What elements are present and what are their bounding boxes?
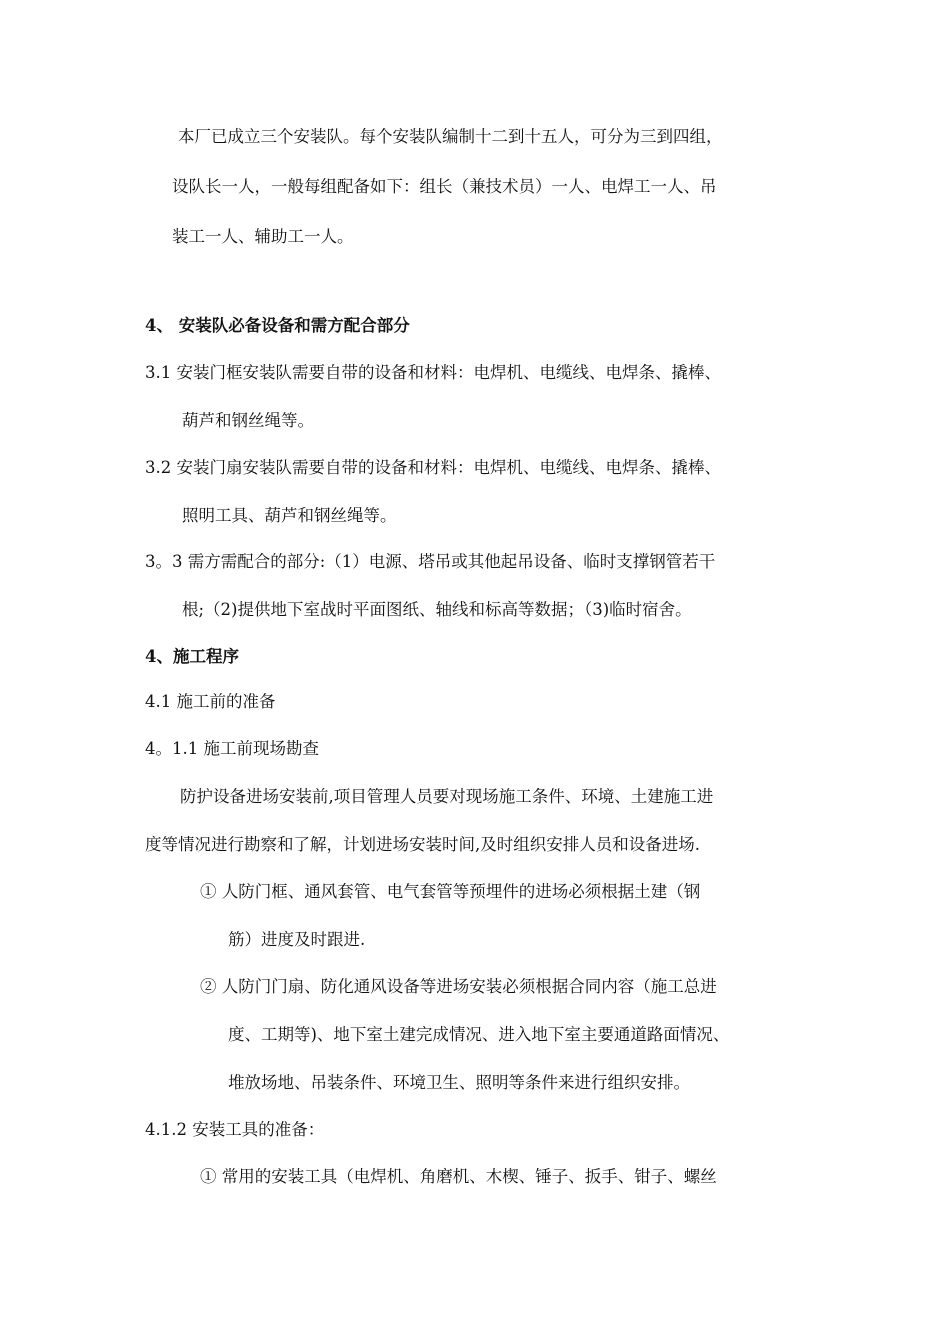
item-3-3-line-2: 根;（2)提供地下室战时平面图纸、轴线和标高等数据；（3)临时宿舍。 bbox=[182, 600, 692, 619]
subheading-4-1-2: 4.1.2 安装工具的准备： bbox=[145, 1120, 325, 1139]
item-3-1-line-1: 3.1 安装门框安装队需要自带的设备和材料：电焊机、电缆线、电焊条、撬棒、 bbox=[145, 363, 721, 382]
paragraph-survey-line-2: 度等情况进行勘察和了解，计划进场安装时间,及时组织安排人员和设备进场. bbox=[145, 835, 700, 854]
item-3-2-line-1: 3.2 安装门扇安装队需要自带的设备和材料：电焊机、电缆线、电焊条、撬棒、 bbox=[145, 458, 721, 477]
item-3-1-line-2: 葫芦和钢丝绳等。 bbox=[182, 411, 314, 430]
item-3-3-line-1: 3。3 需方需配合的部分:（1）电源、塔吊或其他起吊设备、临时支撑钢管若干 bbox=[145, 552, 716, 571]
list-item-2-line-3: 堆放场地、吊装条件、环境卫生、照明等条件来进行组织安排。 bbox=[228, 1073, 690, 1092]
paragraph-survey-line-1: 防护设备进场安装前,项目管理人员要对现场施工条件、环境、土建施工进 bbox=[180, 787, 714, 806]
section-heading-equipment: 4、 安装队必备设备和需方配合部分 bbox=[145, 316, 410, 335]
paragraph-team-intro-line-2: 设队长一人，一般每组配备如下：组长（兼技术员）一人、电焊工一人、吊 bbox=[172, 177, 717, 196]
list-item-1-line-1: ① 人防门框、通风套管、电气套管等预埋件的进场必须根据土建（钢 bbox=[200, 882, 701, 901]
paragraph-team-intro-line-3: 装工一人、辅助工一人。 bbox=[172, 227, 354, 246]
section-heading-procedure: 4、施工程序 bbox=[145, 647, 239, 666]
list-item-2-line-1: ② 人防门门扇、防化通风设备等进场安装必须根据合同内容（施工总进 bbox=[200, 977, 717, 996]
paragraph-team-intro-line-1: 本厂已成立三个安装队。每个安装队编制十二到十五人，可分为三到四组， bbox=[178, 127, 723, 146]
item-3-2-line-2: 照明工具、葫芦和钢丝绳等。 bbox=[182, 506, 397, 525]
tools-list-item-1: ① 常用的安装工具（电焊机、角磨机、木楔、锤子、扳手、钳子、螺丝 bbox=[200, 1167, 717, 1186]
subheading-4-1-1: 4。1.1 施工前现场勘查 bbox=[145, 739, 319, 758]
subheading-4-1: 4.1 施工前的准备 bbox=[145, 692, 276, 711]
list-item-2-line-2: 度、工期等)、地下室土建完成情况、进入地下室主要通道路面情况、 bbox=[228, 1025, 730, 1044]
list-item-1-line-2: 筋）进度及时跟进. bbox=[228, 930, 366, 949]
